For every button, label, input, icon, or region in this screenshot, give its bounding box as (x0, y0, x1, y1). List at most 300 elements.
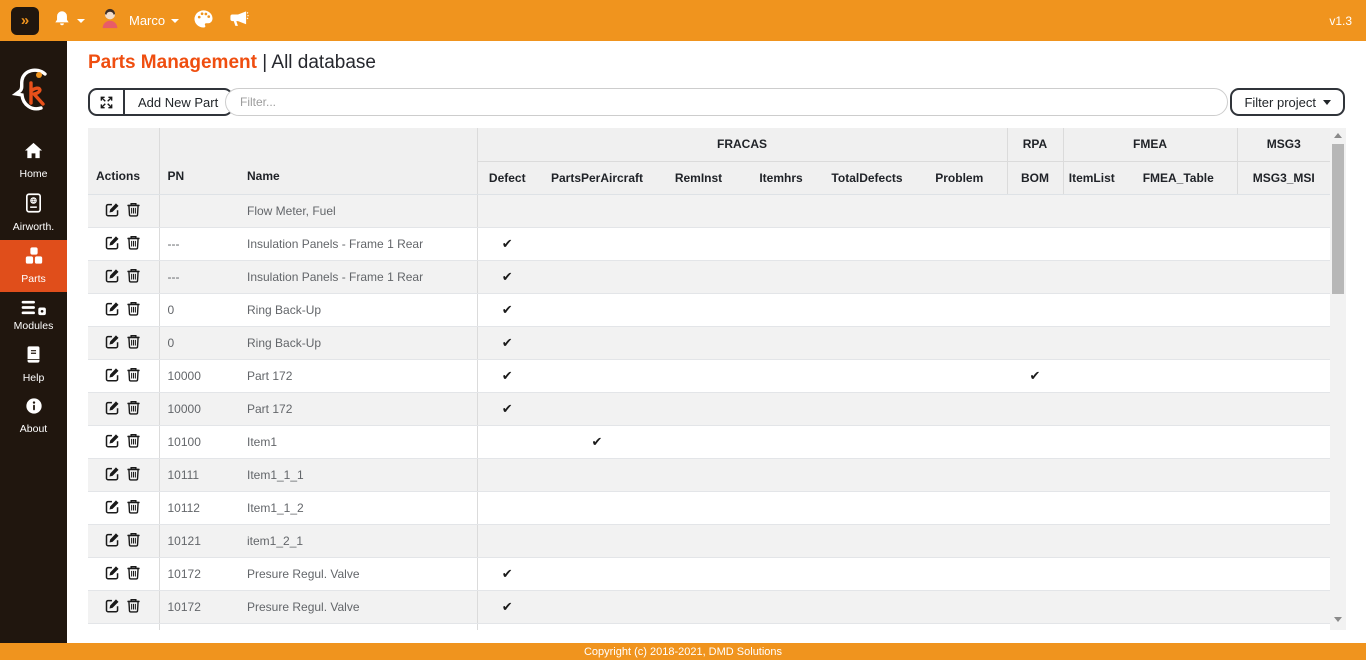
cell-totaldefects (822, 260, 912, 293)
check-icon: ✔ (501, 334, 513, 350)
cell-fmea_table (1120, 458, 1237, 491)
cell-totaldefects (822, 194, 912, 227)
edit-icon (105, 301, 120, 316)
cell-itemhrs (740, 194, 822, 227)
column-header-fmea_table: FMEA_Table (1120, 161, 1237, 194)
cell-msg3_msi (1237, 458, 1330, 491)
check-icon: ✔ (501, 565, 513, 581)
cell-msg3_msi (1237, 227, 1330, 260)
theme-palette-button[interactable] (193, 9, 214, 33)
cell-itemlist (1063, 557, 1120, 590)
name-cell: Part 172 (243, 392, 477, 425)
delete-part-button[interactable] (123, 202, 144, 220)
cell-msg3_msi (1237, 392, 1330, 425)
table-row (88, 491, 1330, 524)
column-header-itemlist: ItemList (1063, 161, 1120, 194)
trash-icon (126, 466, 141, 481)
edit-part-button[interactable] (102, 598, 123, 616)
edit-part-button[interactable] (102, 433, 123, 451)
table-row (88, 293, 1330, 326)
trash-icon (126, 202, 141, 217)
cell-defect (477, 458, 537, 491)
cell-problem (912, 260, 1007, 293)
cell-bom (1007, 458, 1063, 491)
cell-itemhrs (740, 623, 822, 630)
edit-part-button[interactable] (102, 466, 123, 484)
cell-defect (477, 359, 537, 392)
cell-itemhrs (740, 590, 822, 623)
table-vertical-scrollbar[interactable] (1330, 128, 1346, 630)
actions-cell (88, 359, 159, 392)
edit-part-button[interactable] (102, 565, 123, 583)
scroll-down-arrow-icon[interactable] (1334, 617, 1342, 622)
column-header-pn: PN (159, 128, 243, 194)
cell-bom (1007, 623, 1063, 630)
pn-cell: 10100 (159, 425, 243, 458)
cell-defect (477, 425, 537, 458)
column-header-reminst: RemInst (657, 161, 740, 194)
check-icon: ✔ (501, 598, 513, 614)
pn-cell (159, 194, 243, 227)
edit-icon (105, 367, 120, 382)
delete-part-button[interactable] (123, 433, 144, 451)
cell-itemlist (1063, 293, 1120, 326)
edit-icon (105, 202, 120, 217)
chevron-down-icon (171, 19, 179, 23)
table-row (88, 359, 1330, 392)
delete-part-button[interactable] (123, 499, 144, 517)
cell-itemhrs (740, 326, 822, 359)
cell-problem (912, 227, 1007, 260)
cell-totaldefects (822, 425, 912, 458)
check-icon: ✔ (1029, 367, 1041, 383)
column-header-msg3_msi: MSG3_MSI (1237, 161, 1330, 194)
cell-reminst (657, 425, 740, 458)
cell-partsperaircraft (537, 524, 657, 557)
home-icon (24, 141, 43, 165)
group-header-msg3: MSG3 (1237, 128, 1330, 161)
cell-fmea_table (1120, 491, 1237, 524)
cell-problem (912, 326, 1007, 359)
name-cell: Flow Meter, Fuel (243, 194, 477, 227)
cell-msg3_msi (1237, 425, 1330, 458)
cell-msg3_msi (1237, 260, 1330, 293)
cell-fmea_table (1120, 359, 1237, 392)
pn-cell: --- (159, 227, 243, 260)
cell-defect (477, 392, 537, 425)
name-cell: Part 172 (243, 359, 477, 392)
name-cell: item1_2_1 (243, 524, 477, 557)
column-header-problem: Problem (912, 161, 1007, 194)
cell-itemlist (1063, 359, 1120, 392)
palette-icon (193, 9, 214, 33)
pn-cell: 10000 (159, 392, 243, 425)
page-title-accent: Parts Management (88, 52, 257, 73)
app-logo (0, 65, 67, 115)
cell-itemhrs (740, 227, 822, 260)
sidebar-item-parts[interactable]: Parts (0, 240, 67, 292)
cell-bom (1007, 260, 1063, 293)
edit-icon (105, 268, 120, 283)
cell-problem (912, 293, 1007, 326)
cell-bom (1007, 392, 1063, 425)
filter-project-label: Filter project (1244, 94, 1316, 110)
cell-partsperaircraft (537, 326, 657, 359)
pn-cell: --- (159, 260, 243, 293)
pn-cell: 10121 (159, 524, 243, 557)
cell-fmea_table (1120, 590, 1237, 623)
table-row (88, 590, 1330, 623)
cell-bom (1007, 557, 1063, 590)
cell-itemlist (1063, 194, 1120, 227)
sidebar-nav (0, 135, 67, 442)
cell-itemlist (1063, 491, 1120, 524)
cell-defect (477, 623, 537, 630)
delete-part-button[interactable] (123, 235, 144, 253)
cell-itemhrs (740, 260, 822, 293)
trash-icon (126, 433, 141, 448)
trash-icon (126, 598, 141, 613)
edit-part-button[interactable] (102, 202, 123, 220)
cell-itemlist (1063, 326, 1120, 359)
cell-totaldefects (822, 293, 912, 326)
actions-cell (88, 491, 159, 524)
cell-fmea_table (1120, 623, 1237, 630)
cell-fmea_table (1120, 260, 1237, 293)
cell-msg3_msi (1237, 623, 1330, 630)
sidebar-item-help[interactable]: Help (0, 339, 67, 391)
column-header-itemhrs: Itemhrs (740, 161, 822, 194)
delete-part-button[interactable] (123, 532, 144, 550)
name-cell: Item1_1_2 (243, 491, 477, 524)
group-header-fracas: FRACAS (477, 128, 1007, 161)
cell-problem (912, 491, 1007, 524)
cell-reminst (657, 359, 740, 392)
bell-icon (53, 9, 71, 32)
cell-defect (477, 227, 537, 260)
column-header-actions: Actions (88, 128, 159, 194)
table-row (88, 557, 1330, 590)
add-new-part-button[interactable] (88, 88, 233, 116)
column-header-name: Name (243, 128, 477, 194)
user-name: Marco (129, 13, 166, 28)
pn-cell: 10000 (159, 359, 243, 392)
trash-icon (126, 268, 141, 283)
table-row (88, 524, 1330, 557)
edit-icon (105, 433, 120, 448)
cell-itemhrs (740, 557, 822, 590)
actions-cell (88, 194, 159, 227)
edit-part-button[interactable] (102, 334, 123, 352)
cell-itemhrs (740, 425, 822, 458)
cell-totaldefects (822, 557, 912, 590)
edit-part-button[interactable] (102, 235, 123, 253)
user-menu[interactable] (99, 7, 179, 34)
passport-icon (25, 193, 42, 218)
cell-itemhrs (740, 392, 822, 425)
filter-input[interactable] (225, 88, 1228, 116)
cell-defect (477, 590, 537, 623)
delete-part-button[interactable] (123, 301, 144, 319)
name-cell: Ring Back-Up (243, 293, 477, 326)
cell-totaldefects (822, 524, 912, 557)
cell-reminst (657, 557, 740, 590)
cell-msg3_msi (1237, 194, 1330, 227)
scroll-up-arrow-icon[interactable] (1334, 133, 1342, 138)
edit-part-button[interactable] (102, 301, 123, 319)
cell-totaldefects (822, 590, 912, 623)
cell-msg3_msi (1237, 359, 1330, 392)
table-row (88, 392, 1330, 425)
cell-fmea_table (1120, 392, 1237, 425)
sidebar-item-about[interactable]: About (0, 391, 67, 442)
edit-part-button[interactable] (102, 400, 123, 418)
announcements-button[interactable] (228, 9, 249, 33)
cell-itemhrs (740, 293, 822, 326)
cell-fmea_table (1120, 293, 1237, 326)
cell-partsperaircraft (537, 590, 657, 623)
cell-defect (477, 326, 537, 359)
delete-part-button[interactable] (123, 334, 144, 352)
cell-reminst (657, 623, 740, 630)
info-circle-icon (25, 397, 43, 420)
name-cell: Insulation Panels - Frame 1 Rear (243, 260, 477, 293)
book-icon (25, 345, 42, 369)
cell-problem (912, 425, 1007, 458)
trash-icon (126, 235, 141, 250)
delete-part-button[interactable] (123, 268, 144, 286)
cell-bom (1007, 359, 1063, 392)
actions-cell (88, 590, 159, 623)
trash-icon (126, 532, 141, 547)
cell-totaldefects (822, 392, 912, 425)
cell-totaldefects (822, 491, 912, 524)
main-content (67, 41, 1366, 643)
cell-defect (477, 491, 537, 524)
table-row (88, 194, 1330, 227)
actions-cell (88, 260, 159, 293)
check-icon: ✔ (591, 433, 603, 449)
cell-partsperaircraft (537, 458, 657, 491)
cell-partsperaircraft (537, 392, 657, 425)
chevron-down-icon (77, 19, 85, 23)
add-new-part-label: Add New Part (138, 94, 219, 110)
check-icon: ✔ (501, 301, 513, 317)
edit-part-button[interactable] (102, 532, 123, 550)
cell-defect (477, 557, 537, 590)
name-cell (243, 623, 477, 630)
cell-msg3_msi (1237, 491, 1330, 524)
cell-totaldefects (822, 458, 912, 491)
cell-partsperaircraft (537, 194, 657, 227)
avatar (99, 7, 121, 34)
group-header-rpa: RPA (1007, 128, 1063, 161)
cell-reminst (657, 458, 740, 491)
cell-defect (477, 293, 537, 326)
edit-icon (105, 565, 120, 580)
cell-problem (912, 623, 1007, 630)
actions-cell (88, 524, 159, 557)
cell-itemlist (1063, 260, 1120, 293)
edit-part-button[interactable] (102, 367, 123, 385)
cell-bom (1007, 425, 1063, 458)
cell-msg3_msi (1237, 557, 1330, 590)
cell-itemlist (1063, 392, 1120, 425)
name-cell: Item1 (243, 425, 477, 458)
column-header-totaldefects: TotalDefects (822, 161, 912, 194)
parts-table (88, 128, 1330, 630)
cell-fmea_table (1120, 425, 1237, 458)
check-icon: ✔ (501, 367, 513, 383)
actions-cell (88, 557, 159, 590)
sidebar-item-airworthiness[interactable]: Airworth. (0, 187, 67, 240)
page-title-separator: | (262, 52, 268, 73)
cell-fmea_table (1120, 194, 1237, 227)
table-row-partial (88, 623, 1330, 630)
cell-itemlist (1063, 425, 1120, 458)
cell-reminst (657, 293, 740, 326)
cell-partsperaircraft (537, 260, 657, 293)
cell-problem (912, 359, 1007, 392)
parts-table-body (88, 194, 1330, 630)
column-header-partsperaircraft: PartsPerAircraft (537, 161, 657, 194)
cell-problem (912, 590, 1007, 623)
cell-itemhrs (740, 491, 822, 524)
delete-part-button[interactable] (123, 598, 144, 616)
sidebar-toggle-button[interactable]: » (11, 7, 39, 35)
actions-cell (88, 227, 159, 260)
actions-cell (88, 293, 159, 326)
cell-problem (912, 392, 1007, 425)
trash-icon (126, 301, 141, 316)
cell-fmea_table (1120, 326, 1237, 359)
cell-partsperaircraft (537, 491, 657, 524)
edit-part-button[interactable] (102, 268, 123, 286)
cell-fmea_table (1120, 524, 1237, 557)
cell-itemlist (1063, 524, 1120, 557)
cell-fmea_table (1120, 557, 1237, 590)
cell-partsperaircraft (537, 623, 657, 630)
cell-problem (912, 194, 1007, 227)
cell-partsperaircraft (537, 359, 657, 392)
cell-partsperaircraft (537, 227, 657, 260)
cell-itemhrs (740, 524, 822, 557)
cell-bom (1007, 524, 1063, 557)
check-icon: ✔ (501, 268, 513, 284)
cell-bom (1007, 227, 1063, 260)
parts-table-head (88, 128, 1330, 194)
edit-icon (105, 400, 120, 415)
cell-partsperaircraft (537, 425, 657, 458)
table-row (88, 260, 1330, 293)
app-version: v1.3 (1329, 13, 1352, 28)
cell-defect (477, 260, 537, 293)
bird-logo-icon (11, 65, 57, 115)
chevron-down-icon (1323, 100, 1331, 105)
cell-bom (1007, 590, 1063, 623)
table-row (88, 425, 1330, 458)
actions-cell (88, 458, 159, 491)
cell-bom (1007, 326, 1063, 359)
filter-project-dropdown[interactable] (1230, 88, 1345, 116)
copyright-text: Copyright (c) 2018-2021, DMD Solutions (583, 645, 783, 658)
cell-itemhrs (740, 359, 822, 392)
delete-part-button[interactable] (123, 466, 144, 484)
check-icon: ✔ (501, 400, 513, 416)
edit-part-button[interactable] (102, 499, 123, 517)
cell-reminst (657, 194, 740, 227)
page-title (88, 52, 376, 74)
cell-totaldefects (822, 623, 912, 630)
sidebar-item-modules[interactable]: Modules (0, 292, 67, 339)
table-row (88, 458, 1330, 491)
pn-cell: 10111 (159, 458, 243, 491)
cell-problem (912, 458, 1007, 491)
name-cell: Ring Back-Up (243, 326, 477, 359)
pn-cell: 0 (159, 293, 243, 326)
cell-itemlist (1063, 590, 1120, 623)
cell-problem (912, 557, 1007, 590)
cell-bom (1007, 293, 1063, 326)
cell-reminst (657, 491, 740, 524)
notifications-dropdown[interactable] (53, 9, 85, 32)
cell-msg3_msi (1237, 524, 1330, 557)
cell-msg3_msi (1237, 293, 1330, 326)
cell-reminst (657, 227, 740, 260)
cell-itemlist (1063, 623, 1120, 630)
pn-cell: 10112 (159, 491, 243, 524)
pn-cell (159, 623, 243, 630)
name-cell: Item1_1_1 (243, 458, 477, 491)
cell-totaldefects (822, 227, 912, 260)
cell-reminst (657, 326, 740, 359)
pn-cell: 0 (159, 326, 243, 359)
cell-reminst (657, 590, 740, 623)
scrollbar-thumb[interactable] (1332, 144, 1344, 294)
name-cell: Presure Regul. Valve (243, 557, 477, 590)
parts-table-container (88, 128, 1346, 630)
sidebar-item-home[interactable]: Home (0, 135, 67, 187)
cell-msg3_msi (1237, 590, 1330, 623)
actions-cell (88, 392, 159, 425)
cell-defect (477, 194, 537, 227)
megaphone-icon (228, 9, 249, 33)
cell-bom (1007, 194, 1063, 227)
edit-icon (105, 598, 120, 613)
modules-list-icon (21, 298, 47, 317)
delete-part-button[interactable] (123, 400, 144, 418)
cell-reminst (657, 260, 740, 293)
cell-totaldefects (822, 359, 912, 392)
footer (0, 643, 1366, 660)
cell-itemlist (1063, 458, 1120, 491)
cell-partsperaircraft (537, 557, 657, 590)
sidebar (0, 41, 67, 643)
name-cell: Insulation Panels - Frame 1 Rear (243, 227, 477, 260)
delete-part-button[interactable] (123, 367, 144, 385)
expand-arrows-icon (90, 90, 125, 114)
delete-part-button[interactable] (123, 565, 144, 583)
pn-cell: 10172 (159, 590, 243, 623)
cell-defect (477, 524, 537, 557)
edit-icon (105, 466, 120, 481)
actions-cell (88, 326, 159, 359)
check-icon: ✔ (501, 235, 513, 251)
edit-icon (105, 334, 120, 349)
trash-icon (126, 334, 141, 349)
actions-cell (88, 425, 159, 458)
cell-totaldefects (822, 326, 912, 359)
